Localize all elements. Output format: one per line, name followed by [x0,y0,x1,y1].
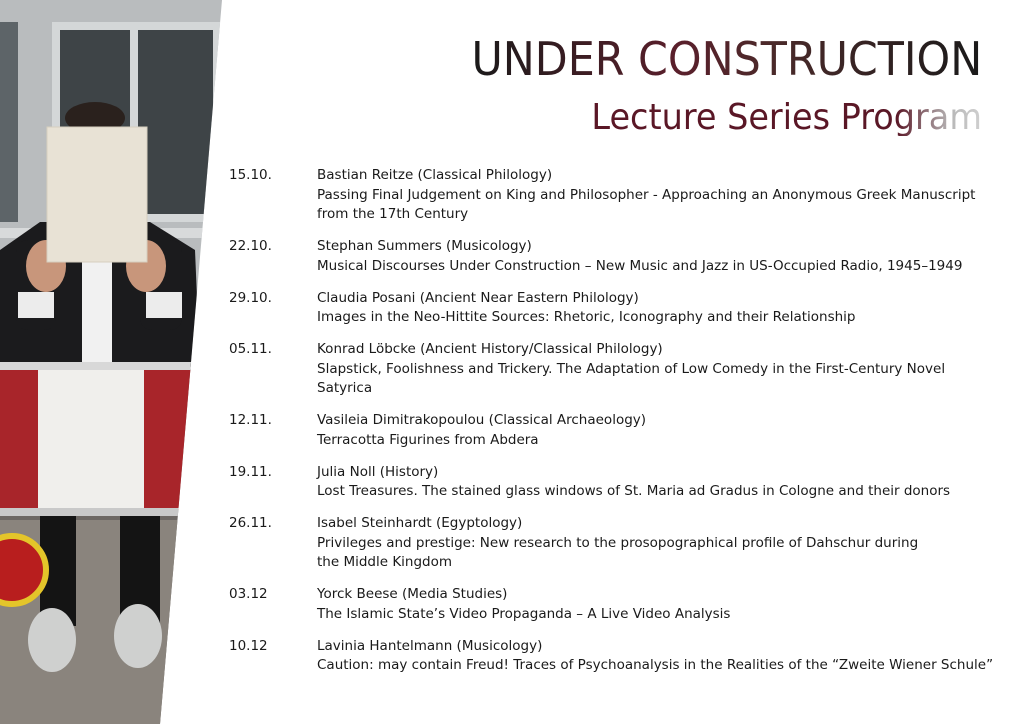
lecture-title: Passing Final Judgement on King and Philosopher - Approaching an Anonymous Greek Manuscript from the 17th Century [317,186,976,222]
lecture-speaker: Lavinia Hantelmann (Musicology) [317,637,543,654]
program-entry [229,637,999,676]
lecture-title: Caution: may contain Freud! Traces of Psychoanalysis in the Realities of the “Zweite Wiener Schule” [317,657,994,673]
lecture-speaker: Konrad Löbcke (Ancient History/Classical Philology) [317,341,663,357]
lecture-title: Images in the Neo-Hittite Sources: Rhetoric, Iconography and their Relationship [317,309,856,325]
lecture-date: 10.12 [229,637,268,654]
lecture-date: 05.11. [229,341,272,357]
lecture-date: 15.10. [229,167,272,183]
lecture-title: Slapstick, Foolishness and Trickery. The Adaptation of Low Comedy in the First-Century Novel Satyrica [317,360,946,396]
program-entry [229,289,999,328]
lecture-info [317,411,999,450]
lecture-date: 22.10. [229,238,272,254]
lecture-info [317,585,999,624]
lecture-speaker: Isabel Steinhardt (Egyptology) [317,515,523,531]
program-list [229,166,999,688]
lecture-speaker: Bastian Reitze (Classical Philology) [317,167,553,183]
lecture-date: 19.11. [229,463,272,480]
lecture-title: Terracotta Figurines from Abdera [317,431,539,448]
program-entry [229,463,999,502]
lecture-title: The Islamic State’s Video Propaganda – A Live Video Analysis [317,605,731,622]
program-entry [229,340,999,399]
lecture-speaker: Claudia Posani (Ancient Near Eastern Philology) [317,289,639,306]
lecture-title: Lost Treasures. The stained glass windows of St. Maria ad Gradus in Cologne and their donors [317,483,951,499]
lecture-speaker: Vasileia Dimitrakopoulou (Classical Archaeology) [317,412,647,428]
lecture-date: 12.11. [229,412,272,428]
lecture-speaker: Yorck Beese (Media Studies) [317,586,508,602]
lecture-info [317,514,999,573]
lecture-info [317,637,999,676]
cover-photo [0,0,230,724]
program-entry [229,585,999,624]
lecture-info [317,237,999,276]
lecture-title: Musical Discourses Under Construction – New Music and Jazz in US-Occupied Radio, 1945–1949 [317,257,963,274]
lecture-title: Privileges and prestige: New research to the prosopographical profile of Dahschur during the Middle Kingdom [317,534,919,570]
lecture-info [317,166,999,225]
program-entry [229,514,999,573]
lecture-date: 26.11. [229,515,272,531]
lecture-info [317,289,999,328]
lecture-info [317,463,999,502]
lecture-date: 29.10. [229,289,272,306]
page-subtitle: Lecture Series Program [591,97,982,138]
program-entry [229,237,999,276]
lecture-date: 03.12 [229,586,268,602]
page-title: UNDER CONSTRUCTION [471,32,982,86]
lecture-speaker: Julia Noll (History) [317,463,439,480]
program-entry [229,411,999,450]
program-entry [229,166,999,225]
lecture-info [317,340,999,399]
lecture-speaker: Stephan Summers (Musicology) [317,238,532,254]
